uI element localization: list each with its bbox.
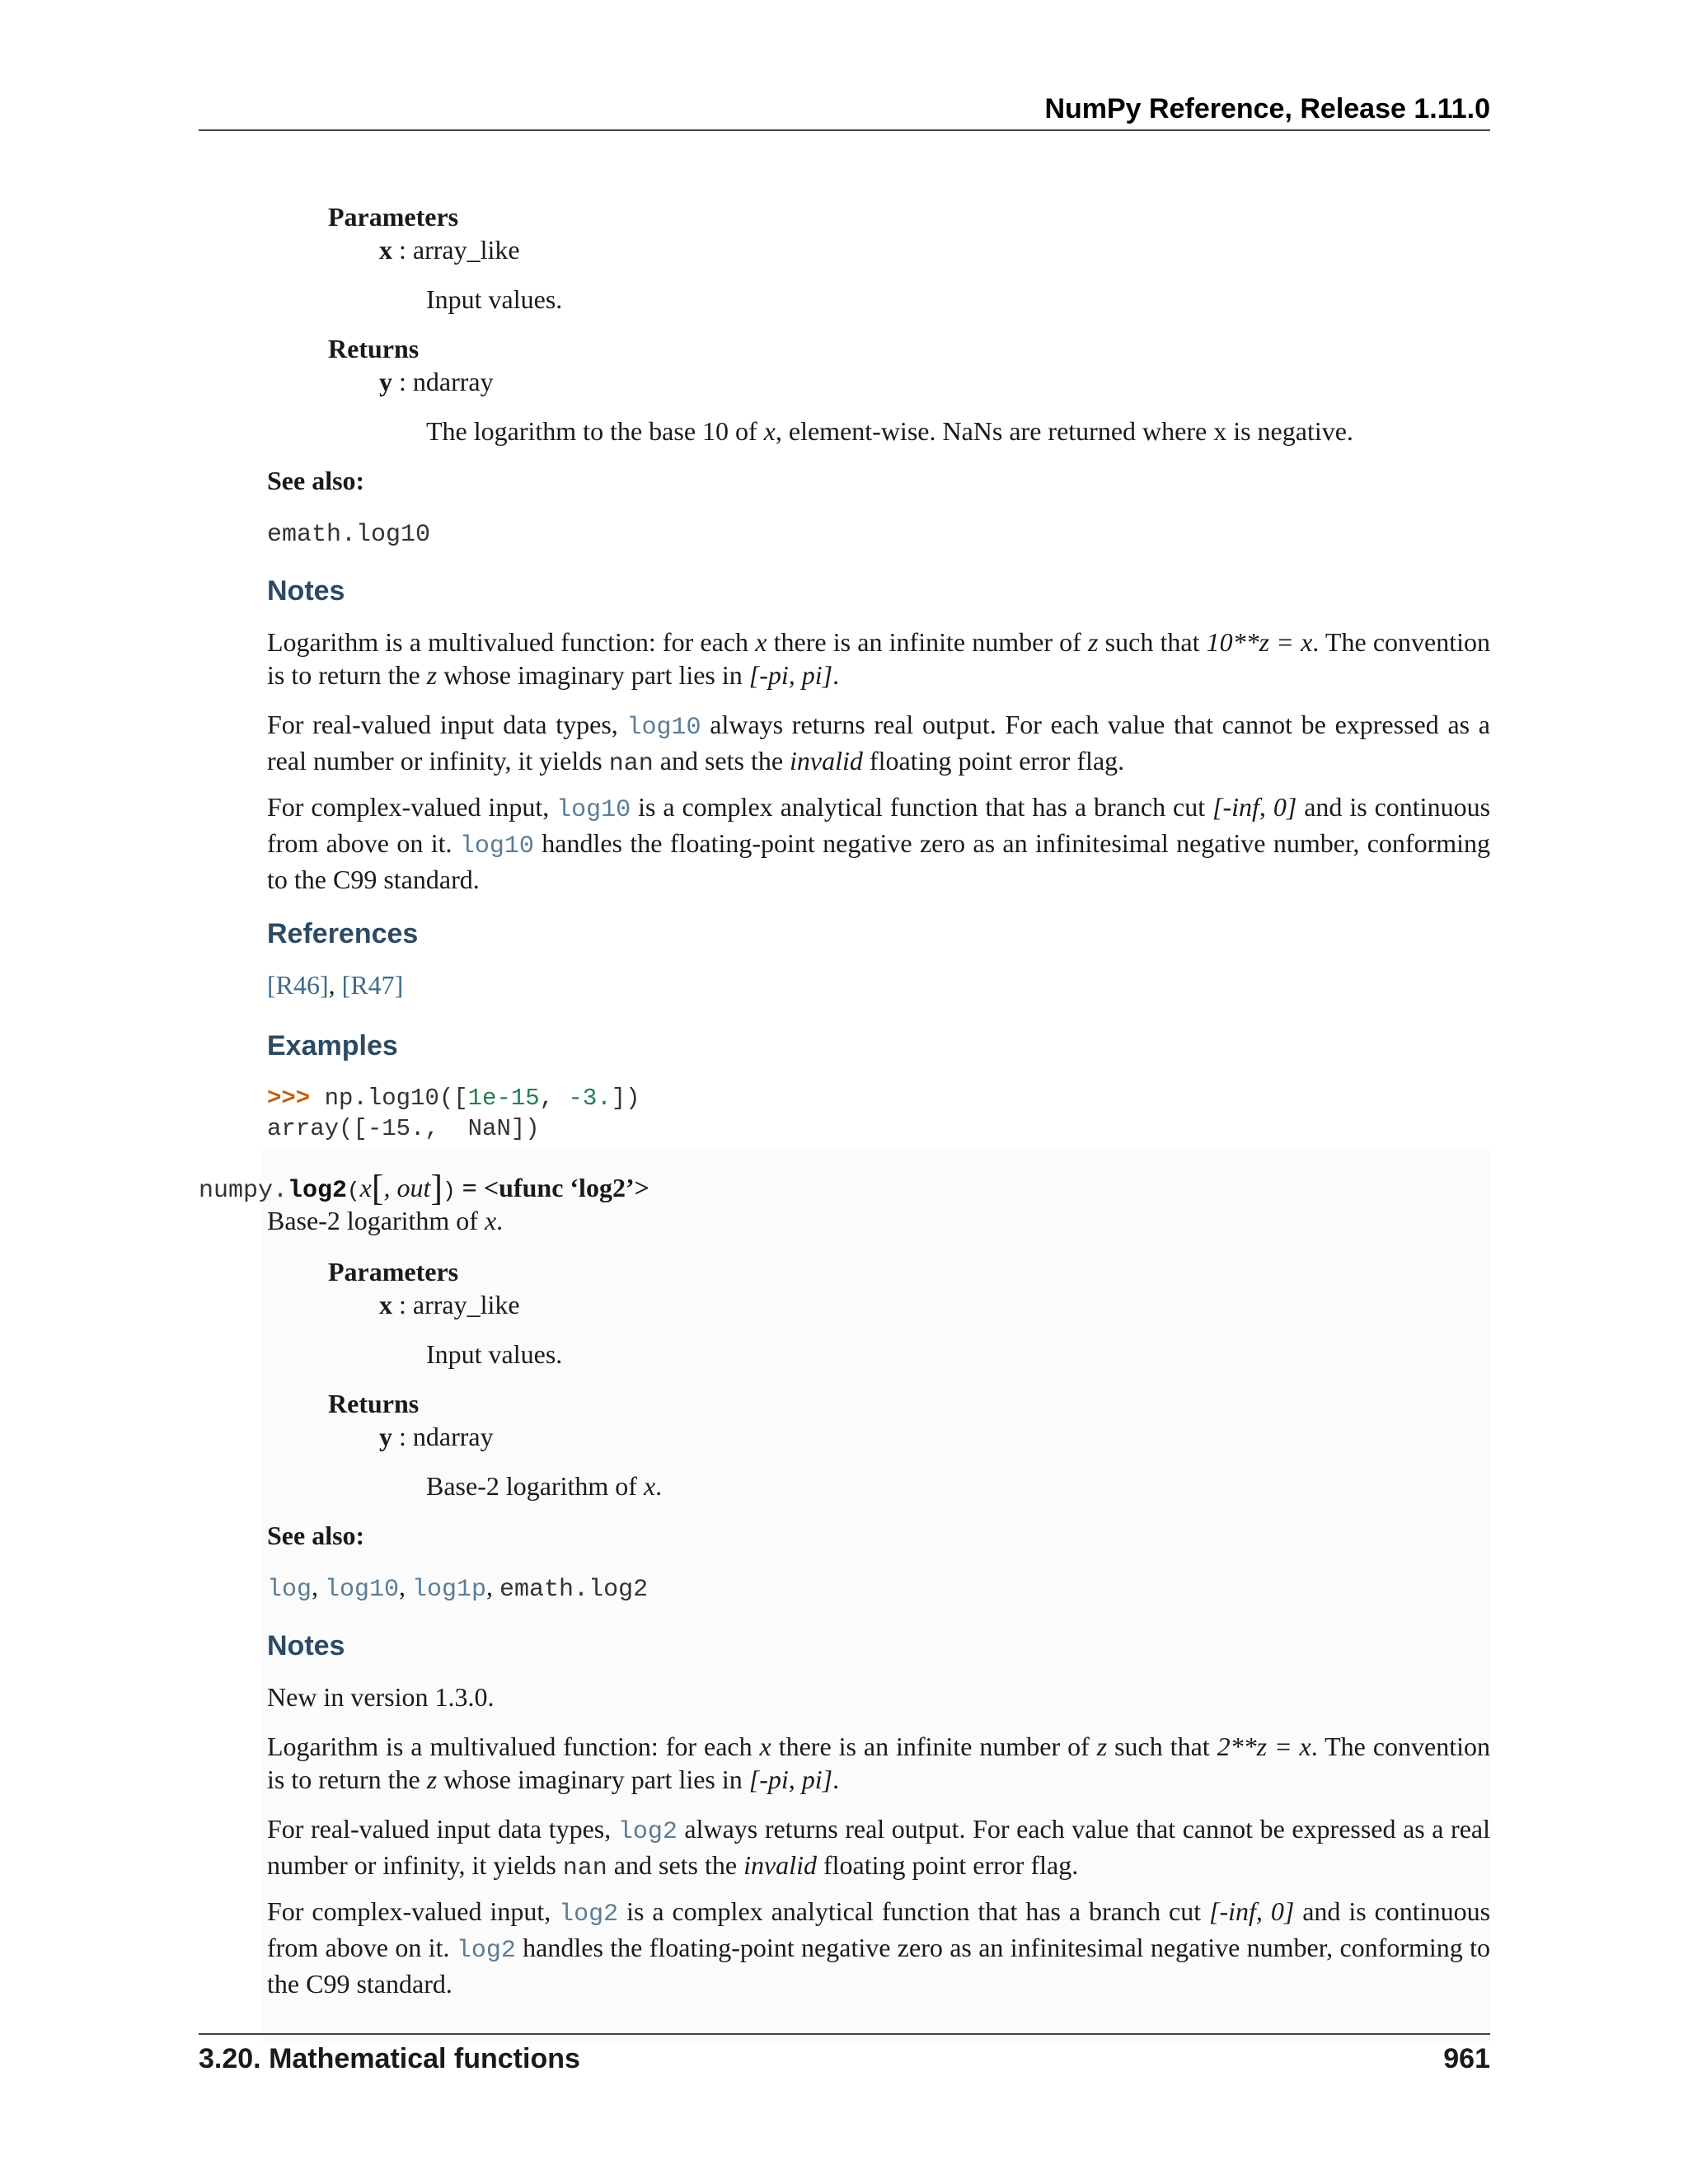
log10-notes-paragraph-1: Logarithm is a multivalued function: for each x there is an infinite number of z such that 10**z = x. The convention is to return the z whose imaginary part lies in [-pi, pi].	[267, 627, 1491, 690]
see-also-emath-log10: emath.log10	[267, 521, 431, 549]
see-also-log1p-link[interactable]: log1p	[412, 1576, 487, 1604]
log2-notes-paragraph-2: For real-valued input data types, log2 always returns real output. For each value that cannot be expressed as a real number or infinity, it yields nan and sets the invalid floating point error flag.	[267, 1814, 1491, 1882]
log10-notes-paragraph-2: For real-valued input data types, log10 always returns real output. For each value that cannot be expressed as a real number or infinity, it yields nan and sets the invalid floating point error flag.	[267, 710, 1491, 778]
log2-summary: Base-2 logarithm of x.	[267, 1206, 504, 1235]
page-number: 961	[1443, 2043, 1490, 2074]
log2-link[interactable]: log2	[617, 1818, 678, 1846]
log2-param-x-desc: Input values.	[426, 1339, 563, 1369]
running-header: NumPy Reference, Release 1.11.0	[1044, 93, 1490, 124]
log10-example-code: >>> np.log10([1e-15, -3.]) array([-15., NaN])	[267, 1085, 640, 1142]
log2-param-x: x : array_like	[379, 1290, 520, 1319]
log10-returns-label: Returns	[328, 334, 420, 363]
ref-r46-link[interactable]: [R46]	[267, 970, 329, 1000]
log10-parameters-label: Parameters	[328, 202, 459, 232]
see-also-emath-log2: emath.log2	[499, 1576, 649, 1604]
log2-return-y-desc: Base-2 logarithm of x.	[426, 1471, 663, 1501]
log10-link[interactable]: log10	[626, 714, 701, 742]
log2-notes-paragraph-3: For complex-valued input, log2 is a complex analytical function that has a branch cut [-inf, 0] and is continuous from above on it. log2 handles the floating-point negative zero as an infinitesimal negative number, conforming to the C99 standard.	[267, 1896, 1491, 1999]
log10-examples-heading: Examples	[267, 1030, 398, 1062]
log10-return-y-desc: The logarithm to the base 10 of x, element-wise. NaNs are returned where x is negative.	[426, 416, 1353, 446]
log2-signature: numpy.log2(x[, out]) = <ufunc ‘log2’>	[199, 1168, 649, 1208]
log10-return-y: y : ndarray	[379, 367, 494, 396]
log10-link[interactable]: log10	[556, 796, 631, 824]
see-also-log-link[interactable]: log	[267, 1576, 312, 1604]
log10-link[interactable]: log10	[459, 832, 534, 860]
log2-see-also-list: log, log10, log1p, emath.log2	[267, 1572, 649, 1604]
footer-rule	[199, 2033, 1490, 2035]
header-rule	[199, 129, 1490, 131]
log2-parameters-label: Parameters	[328, 1257, 459, 1286]
log10-references-heading: References	[267, 918, 419, 949]
log10-param-x-desc: Input values.	[426, 284, 563, 314]
log10-references-list: [R46], [R47]	[267, 970, 404, 1000]
log2-notes-paragraph-1: Logarithm is a multivalued function: for each x there is an infinite number of z such that 2**z = x. The convention is to return the z whose imaginary part lies in [-pi, pi].	[267, 1732, 1491, 1794]
log2-see-also-label: See also:	[267, 1521, 365, 1550]
log10-param-x: x : array_like	[379, 235, 520, 265]
log2-notes-version: New in version 1.3.0.	[267, 1682, 495, 1712]
see-also-log10-link[interactable]: log10	[325, 1576, 400, 1604]
log10-see-also-list	[267, 515, 430, 551]
log2-link[interactable]: log2	[559, 1900, 619, 1929]
log10-notes-paragraph-3: For complex-valued input, log10 is a complex analytical function that has a branch cut [-inf, 0] and is continuous from above on it. log10 handles the floating-point negative zero as an infinitesimal negative number, conforming to the C99 standard.	[267, 792, 1491, 894]
log10-notes-heading: Notes	[267, 575, 345, 607]
ref-r47-link[interactable]: [R47]	[341, 970, 404, 1000]
log2-return-y: y : ndarray	[379, 1422, 494, 1451]
log2-link[interactable]: log2	[456, 1937, 516, 1965]
footer-section-title: 3.20. Mathematical functions	[199, 2043, 580, 2074]
log2-notes-heading: Notes	[267, 1630, 345, 1661]
log2-returns-label: Returns	[328, 1389, 420, 1418]
log10-see-also-label: See also:	[267, 466, 365, 495]
